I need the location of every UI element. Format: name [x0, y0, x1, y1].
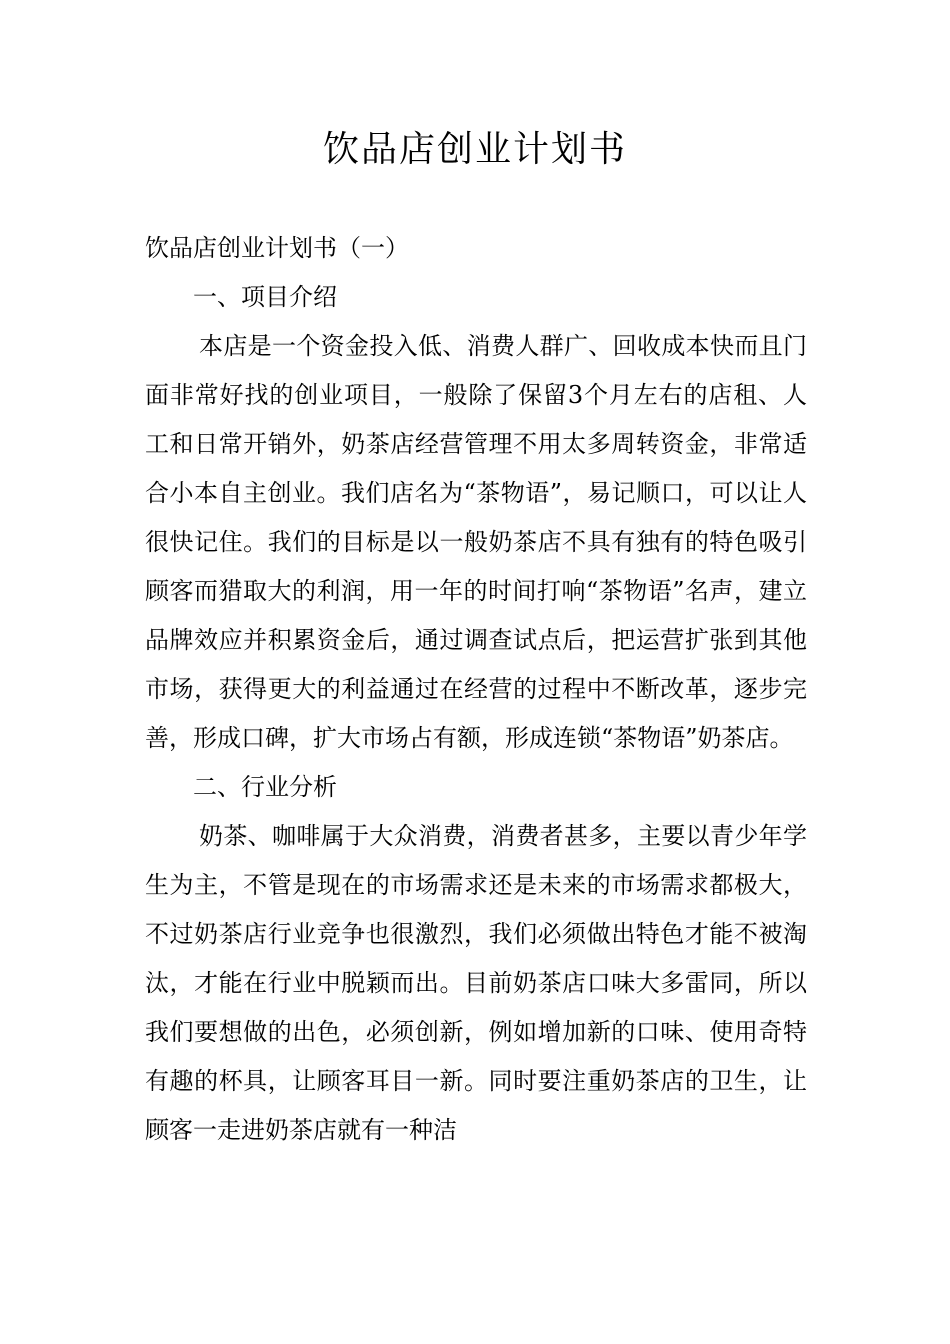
section-heading-intro: 一、项目介绍 [193, 283, 337, 311]
section-heading-industry: 二、行业分析 [193, 773, 337, 801]
document-subtitle: 饮品店创业计划书（一） [145, 234, 409, 262]
section-paragraph-industry: 奶茶、咖啡属于大众消费，消费者甚多，主要以青少年学生为主，不管是现在的市场需求还是未来的市场需求都极大，不过奶茶店行业竞争也很激烈，我们必须做出特色才能不被淘汰，才能在行业中脱颖而出。目前奶茶店口味大多雷同，所以我们要想做的出色，必须创新，例如增加新的口味、使用奇特有趣的杯具，让顾客耳目一新。同时要注重奶茶店的卫生，让顾客一走进奶茶店就有一种洁 [145, 822, 807, 1144]
document-body [145, 224, 807, 1155]
section-paragraph-intro: 本店是一个资金投入低、消费人群广、回收成本快而且门面非常好找的创业项目，一般除了保留3个月左右的店租、人工和日常开销外，奶茶店经营管理不用太多周转资金，非常适合小本自主创业。我们店名为“茶物语”，易记顺口，可以让人很快记住。我们的目标是以一般奶茶店不具有独有的特色吸引顾客而猎取大的利润，用一年的时间打响“茶物语”名声，建立品牌效应并积累资金后，通过调查试点后，把运营扩张到其他市场，获得更大的利益通过在经营的过程中不断改革，逐步完善，形成口碑，扩大市场占有额，形成连锁“茶物语”奶茶店。 [145, 332, 807, 752]
document-title: 饮品店创业计划书 [322, 129, 627, 170]
